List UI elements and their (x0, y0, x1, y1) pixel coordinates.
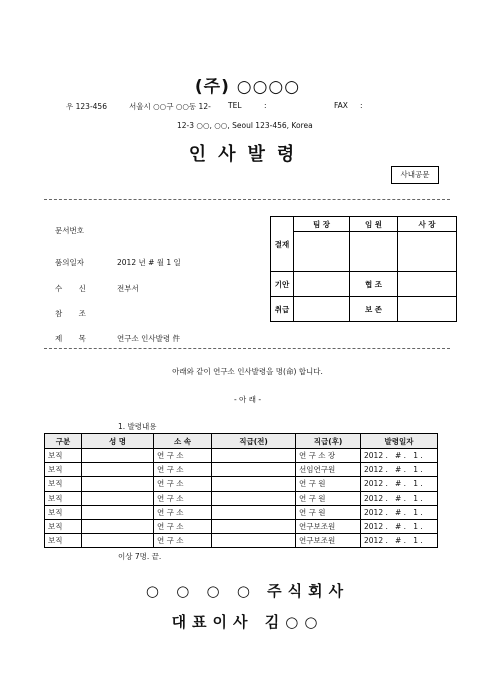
cell-name (82, 519, 154, 533)
cell-rank-before (212, 491, 296, 505)
ending-text: 이상 7명. 끝. (118, 552, 162, 561)
postal-code: 우 123-456 (66, 102, 107, 111)
preserve-box[interactable] (398, 297, 457, 322)
address-english: 12-3 ○○, ○○, Seoul 123-456, Korea (177, 121, 313, 130)
coop-box[interactable] (398, 272, 457, 297)
cell-date: 2012 . # . 1 . (361, 534, 438, 548)
table-row (45, 491, 438, 505)
table-row (45, 505, 438, 519)
table-row (45, 477, 438, 491)
cell-type: 보직 (45, 491, 82, 505)
approval-col-team-lead: 팀 장 (294, 217, 350, 232)
subject-value: 연구소 인사발령 件 (117, 334, 180, 343)
table-row (45, 463, 438, 477)
tel-colon: : (264, 101, 267, 110)
cell-name (82, 449, 154, 463)
col-dept: 소 속 (154, 434, 212, 449)
col-date: 발령일자 (361, 434, 438, 449)
cell-rank-after: 연 구 원 (296, 505, 361, 519)
orders-table (44, 433, 438, 548)
cell-date: 2012 . # . 1 . (361, 463, 438, 477)
cell-dept: 연 구 소 (154, 505, 212, 519)
handle-label: 취급 (271, 297, 294, 322)
preserve-label: 보 존 (350, 297, 398, 322)
cell-name (82, 505, 154, 519)
approval-table (270, 216, 457, 322)
cell-rank-before (212, 534, 296, 548)
address-korean: 서울시 ○○구 ○○동 12- (129, 102, 211, 111)
table-row (45, 449, 438, 463)
cell-dept: 연 구 소 (154, 449, 212, 463)
divider-top (44, 199, 450, 200)
document-title: 인사발령 (188, 144, 307, 165)
cell-name (82, 463, 154, 477)
table-row (45, 534, 438, 548)
cell-type: 보직 (45, 477, 82, 491)
cell-rank-after: 연구보조원 (296, 519, 361, 533)
cell-rank-after: 연구보조원 (296, 534, 361, 548)
coop-label: 협 조 (350, 272, 398, 297)
notice-text: 아래와 같이 연구소 인사발령을 명(命) 합니다. (172, 367, 323, 376)
table-row (45, 519, 438, 533)
cell-date: 2012 . # . 1 . (361, 491, 438, 505)
sign-box-executive[interactable] (350, 232, 398, 272)
cell-rank-after: 연 구 소 장 (296, 449, 361, 463)
col-rank-after: 직급(후) (296, 434, 361, 449)
cell-rank-before (212, 477, 296, 491)
draft-box[interactable] (294, 272, 350, 297)
cell-rank-after: 연 구 원 (296, 477, 361, 491)
doc-number-label: 문서번호 (55, 226, 84, 235)
cell-date: 2012 . # . 1 . (361, 449, 438, 463)
cell-date: 2012 . # . 1 . (361, 477, 438, 491)
approve-label: 결재 (271, 217, 294, 272)
cell-dept: 연 구 소 (154, 477, 212, 491)
cell-rank-before (212, 463, 296, 477)
cell-dept: 연 구 소 (154, 463, 212, 477)
reference-label: 참 조 (55, 309, 86, 318)
cell-rank-before (212, 519, 296, 533)
signature-company: ○ ○ ○ ○ 주식회사 (145, 582, 350, 600)
sign-box-president[interactable] (398, 232, 457, 272)
date-value: 2012 년 # 월 1 일 (117, 258, 181, 267)
signature-ceo: 대표이사 김○○ (171, 613, 324, 631)
internal-badge: 사내공문 (391, 166, 439, 184)
cell-dept: 연 구 소 (154, 519, 212, 533)
col-type: 구분 (45, 434, 82, 449)
cell-rank-after: 연 구 원 (296, 491, 361, 505)
orders-header-row (45, 434, 438, 449)
cell-type: 보직 (45, 519, 82, 533)
cell-name (82, 477, 154, 491)
cell-dept: 연 구 소 (154, 534, 212, 548)
fax-label: FAX (334, 101, 348, 110)
approval-col-president: 사 장 (398, 217, 457, 232)
cell-type: 보직 (45, 449, 82, 463)
orders-list-label: 1. 발령내용 (118, 422, 157, 431)
below-heading: - 아 래 - (233, 395, 262, 404)
approval-col-executive: 임 원 (350, 217, 398, 232)
company-name: (주) ○○○○ (194, 77, 301, 97)
handle-box[interactable] (294, 297, 350, 322)
col-rank-before: 직급(전) (212, 434, 296, 449)
cell-type: 보직 (45, 463, 82, 477)
fax-colon: : (360, 101, 363, 110)
cell-rank-before (212, 505, 296, 519)
recipient-value: 전부서 (117, 284, 139, 293)
sign-box-team-lead[interactable] (294, 232, 350, 272)
date-label: 품의일자 (55, 258, 84, 267)
draft-label: 기안 (271, 272, 294, 297)
cell-type: 보직 (45, 505, 82, 519)
cell-name (82, 534, 154, 548)
tel-label: TEL (228, 101, 242, 110)
cell-date: 2012 . # . 1 . (361, 519, 438, 533)
col-name: 성 명 (82, 434, 154, 449)
subject-label: 제 목 (55, 334, 86, 343)
cell-name (82, 491, 154, 505)
cell-dept: 연 구 소 (154, 491, 212, 505)
cell-date: 2012 . # . 1 . (361, 505, 438, 519)
cell-rank-after: 선임연구원 (296, 463, 361, 477)
cell-rank-before (212, 449, 296, 463)
divider-bottom (44, 348, 450, 349)
cell-type: 보직 (45, 534, 82, 548)
recipient-label: 수 신 (55, 284, 86, 293)
